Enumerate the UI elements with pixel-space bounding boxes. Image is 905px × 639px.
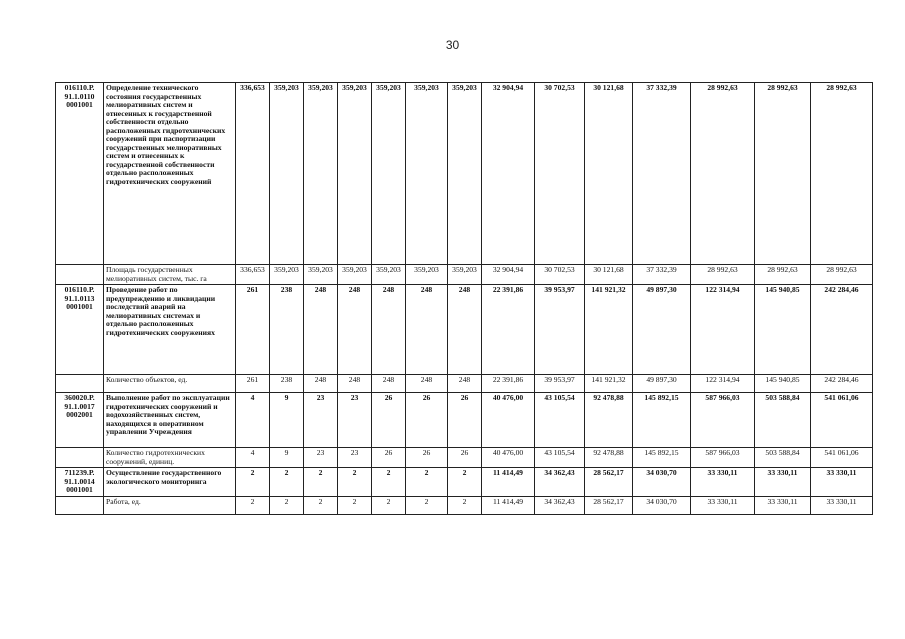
value-cell: 4 [236,393,270,448]
page-number: 30 [445,38,460,52]
value-cell: 248 [448,375,482,393]
value-cell: 141 921,32 [585,285,633,375]
value-cell: 33 330,11 [811,468,873,497]
value-cell: 39 953,97 [535,285,585,375]
value-cell: 28 992,63 [691,83,755,265]
value-cell: 4 [236,448,270,468]
value-cell: 28 992,63 [691,265,755,285]
value-cell: 26 [406,448,448,468]
value-cell: 30 702,53 [535,265,585,285]
value-cell: 30 702,53 [535,83,585,265]
value-cell: 2 [270,496,304,514]
value-cell: 248 [448,285,482,375]
value-cell: 32 904,94 [482,83,535,265]
value-cell: 248 [372,375,406,393]
value-cell: 34 362,43 [535,468,585,497]
value-cell: 248 [372,285,406,375]
value-cell: 261 [236,375,270,393]
value-cell: 30 121,68 [585,83,633,265]
value-cell: 33 330,11 [811,496,873,514]
value-cell: 359,203 [338,83,372,265]
indicator-row [56,448,873,468]
value-cell: 122 314,94 [691,375,755,393]
value-cell: 39 953,97 [535,375,585,393]
budget-table [55,82,873,515]
value-cell: 261 [236,285,270,375]
value-cell: 33 330,11 [691,496,755,514]
service-code-cell [56,375,104,393]
value-cell: 28 562,17 [585,468,633,497]
value-cell: 359,203 [304,83,338,265]
value-cell: 40 476,00 [482,393,535,448]
value-cell: 23 [304,448,338,468]
value-cell: 2 [270,468,304,497]
value-cell: 2 [372,468,406,497]
value-cell: 32 904,94 [482,265,535,285]
value-cell: 49 897,30 [633,375,691,393]
value-cell: 40 476,00 [482,448,535,468]
value-cell: 359,203 [372,265,406,285]
value-cell: 238 [270,375,304,393]
value-cell: 587 966,03 [691,448,755,468]
indicator-name-cell: Площадь государственных мелиоративных систем, тыс. га [104,265,236,285]
value-cell: 2 [304,468,338,497]
service-name-cell: Выполнение работ по эксплуатации гидротехнических сооружений и водохозяйственных систем, находящихся в оперативном управлении Учреждения [104,393,236,448]
value-cell: 26 [406,393,448,448]
value-cell: 22 391,86 [482,375,535,393]
value-cell: 2 [448,496,482,514]
value-cell: 242 284,46 [811,285,873,375]
value-cell: 248 [406,375,448,393]
service-name-cell: Проведение работ по предупреждению и ликвидации последствий аварий на мелиоративных системах и отдельно расположенных гидротехнических сооружениях [104,285,236,375]
indicator-row [56,265,873,285]
value-cell: 26 [448,393,482,448]
value-cell: 238 [270,285,304,375]
value-cell: 23 [338,448,372,468]
value-cell: 359,203 [338,265,372,285]
value-cell: 359,203 [270,83,304,265]
value-cell: 28 562,17 [585,496,633,514]
value-cell: 26 [372,393,406,448]
value-cell: 248 [304,375,338,393]
value-cell: 145 892,15 [633,448,691,468]
value-cell: 248 [304,285,338,375]
value-cell: 248 [406,285,448,375]
value-cell: 503 588,84 [755,393,811,448]
value-cell: 26 [372,448,406,468]
service-row [56,393,873,448]
service-name-cell: Определение технического состояния государственных мелиоративных систем и отнесенных к государственной собственности отдельно расположенных гидротехнических сооружений при паспортизации государственных мелиоративных систем и отнесенных к государственной собственности отдельно расположенных гидротехнических сооружений [104,83,236,265]
value-cell: 2 [448,468,482,497]
value-cell: 248 [338,375,372,393]
value-cell: 359,203 [304,265,338,285]
value-cell: 49 897,30 [633,285,691,375]
value-cell: 37 332,39 [633,83,691,265]
service-code-cell: 360020.Р. 91.1.0017 0002001 [56,393,104,448]
value-cell: 248 [338,285,372,375]
value-cell: 34 362,43 [535,496,585,514]
value-cell: 34 030,70 [633,468,691,497]
indicator-name-cell: Работа, ед. [104,496,236,514]
value-cell: 28 992,63 [755,265,811,285]
value-cell: 503 588,84 [755,448,811,468]
indicator-row [56,375,873,393]
value-cell: 9 [270,448,304,468]
value-cell: 541 061,06 [811,448,873,468]
value-cell: 145 940,85 [755,285,811,375]
value-cell: 43 105,54 [535,393,585,448]
value-cell: 336,653 [236,83,270,265]
value-cell: 359,203 [270,265,304,285]
value-cell: 141 921,32 [585,375,633,393]
value-cell: 145 940,85 [755,375,811,393]
indicator-name-cell: Количество гидротехнических сооружений, единиц. [104,448,236,468]
service-code-cell: 711239.Р. 91.1.0014 0001001 [56,468,104,497]
service-code-cell: 016110.Р. 91.1.0110 0001001 [56,83,104,265]
value-cell: 28 992,63 [811,265,873,285]
value-cell: 359,203 [372,83,406,265]
value-cell: 359,203 [448,83,482,265]
value-cell: 359,203 [406,83,448,265]
value-cell: 9 [270,393,304,448]
value-cell: 23 [338,393,372,448]
value-cell: 242 284,46 [811,375,873,393]
service-code-cell [56,496,104,514]
indicator-name-cell: Количество объектов, ед. [104,375,236,393]
value-cell: 30 121,68 [585,265,633,285]
value-cell: 33 330,11 [755,496,811,514]
value-cell: 122 314,94 [691,285,755,375]
value-cell: 2 [338,468,372,497]
value-cell: 2 [406,468,448,497]
service-row [56,468,873,497]
value-cell: 2 [236,468,270,497]
value-cell: 23 [304,393,338,448]
value-cell: 145 892,15 [633,393,691,448]
value-cell: 92 478,88 [585,393,633,448]
value-cell: 359,203 [448,265,482,285]
service-name-cell: Осуществление государственного экологического мониторинга [104,468,236,497]
value-cell: 22 391,86 [482,285,535,375]
service-code-cell: 016110.Р. 91.1.0113 0001001 [56,285,104,375]
value-cell: 11 414,49 [482,468,535,497]
service-code-cell [56,448,104,468]
value-cell: 92 478,88 [585,448,633,468]
value-cell: 11 414,49 [482,496,535,514]
value-cell: 359,203 [406,265,448,285]
value-cell: 2 [304,496,338,514]
value-cell: 28 992,63 [811,83,873,265]
value-cell: 2 [338,496,372,514]
value-cell: 2 [372,496,406,514]
indicator-row [56,496,873,514]
value-cell: 33 330,11 [755,468,811,497]
value-cell: 541 061,06 [811,393,873,448]
service-row [56,83,873,265]
service-row [56,285,873,375]
value-cell: 587 966,03 [691,393,755,448]
value-cell: 34 030,70 [633,496,691,514]
value-cell: 26 [448,448,482,468]
value-cell: 28 992,63 [755,83,811,265]
value-cell: 2 [406,496,448,514]
service-code-cell [56,265,104,285]
value-cell: 2 [236,496,270,514]
value-cell: 336,653 [236,265,270,285]
value-cell: 37 332,39 [633,265,691,285]
value-cell: 33 330,11 [691,468,755,497]
value-cell: 43 105,54 [535,448,585,468]
